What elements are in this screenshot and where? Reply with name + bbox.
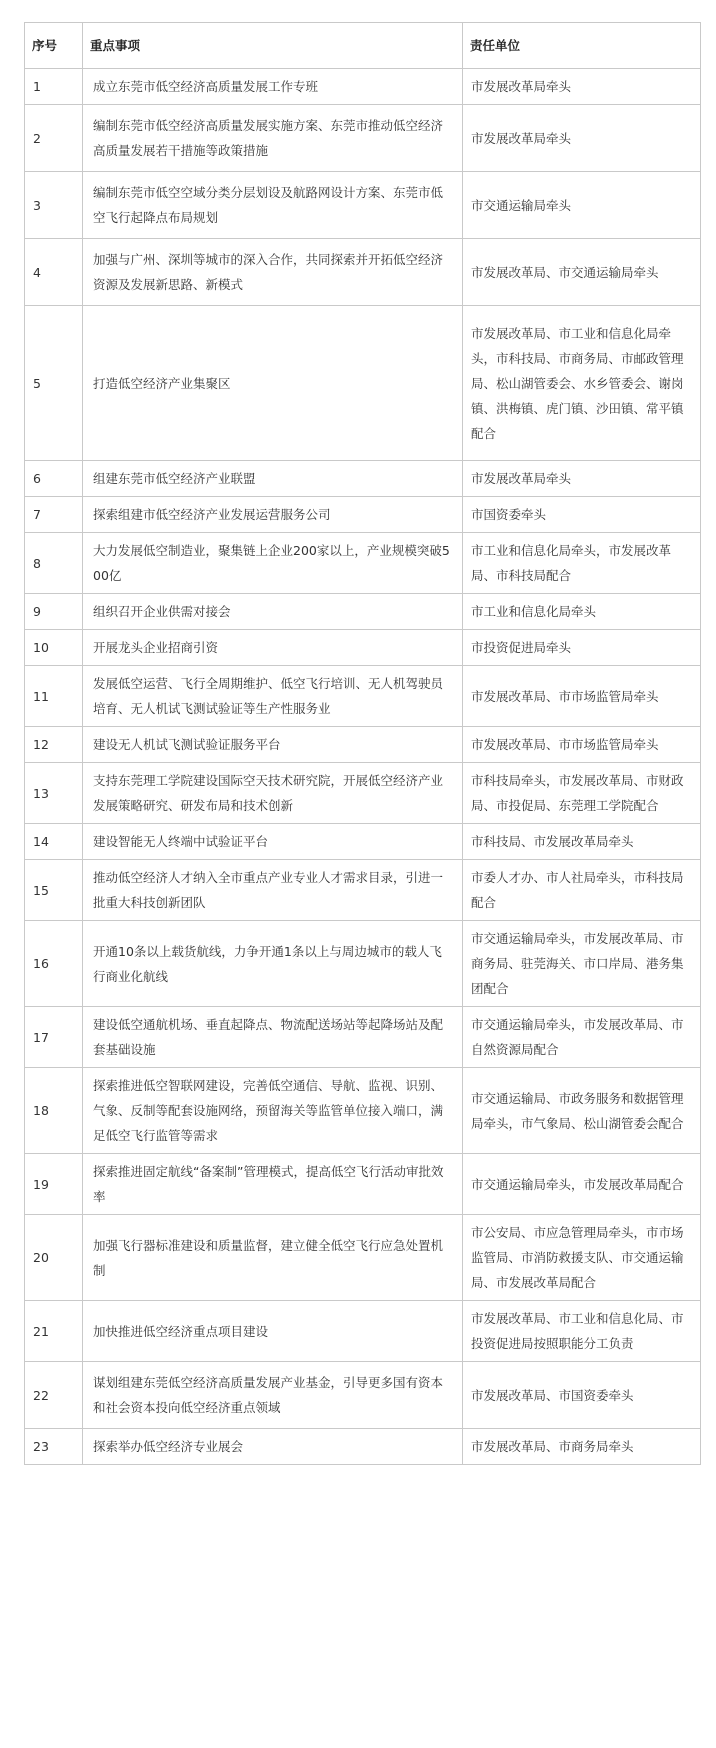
table-row: [25, 1362, 701, 1429]
row-unit: 市交通运输局、市政务服务和数据管理局牵头，市气象局、松山湖管委会配合: [463, 1068, 701, 1154]
table-row: [25, 497, 701, 533]
row-unit: 市科技局、市发展改革局牵头: [463, 824, 701, 860]
row-unit: 市工业和信息化局牵头，市发展改革局、市科技局配合: [463, 533, 701, 594]
row-number: 21: [25, 1301, 83, 1362]
row-number: 1: [25, 69, 83, 105]
table-row: [25, 824, 701, 860]
table-row: [25, 1154, 701, 1215]
row-number: 2: [25, 105, 83, 172]
row-unit: 市工业和信息化局牵头: [463, 594, 701, 630]
table-row: [25, 860, 701, 921]
task-table: [24, 22, 701, 1465]
header-item: 重点事项: [83, 23, 463, 69]
row-number: 19: [25, 1154, 83, 1215]
row-unit: 市发展改革局、市工业和信息化局、市投资促进局按照职能分工负责: [463, 1301, 701, 1362]
table-row: [25, 727, 701, 763]
row-item: 建设智能无人终端中试验证平台: [83, 824, 463, 860]
row-item: 开展龙头企业招商引资: [83, 630, 463, 666]
row-item: 探索推进低空智联网建设，完善低空通信、导航、监视、识别、气象、反制等配套设施网络，预留海关等监管单位接入端口，满足低空飞行监管等需求: [83, 1068, 463, 1154]
row-item: 支持东莞理工学院建设国际空天技术研究院，开展低空经济产业发展策略研究、研发布局和技术创新: [83, 763, 463, 824]
table-row: [25, 763, 701, 824]
row-unit: 市投资促进局牵头: [463, 630, 701, 666]
row-number: 11: [25, 666, 83, 727]
row-number: 18: [25, 1068, 83, 1154]
table-row: [25, 172, 701, 239]
header-unit: 责任单位: [463, 23, 701, 69]
row-item: 谋划组建东莞低空经济高质量发展产业基金，引导更多国有资本和社会资本投向低空经济重点领域: [83, 1362, 463, 1429]
row-item: 探索组建市低空经济产业发展运营服务公司: [83, 497, 463, 533]
row-number: 15: [25, 860, 83, 921]
table-row: [25, 461, 701, 497]
row-number: 7: [25, 497, 83, 533]
row-unit: 市发展改革局、市工业和信息化局牵头，市科技局、市商务局、市邮政管理局、松山湖管委会、水乡管委会、谢岗镇、洪梅镇、虎门镇、沙田镇、常平镇配合: [463, 306, 701, 461]
row-unit: 市国资委牵头: [463, 497, 701, 533]
row-unit: 市发展改革局、市市场监管局牵头: [463, 727, 701, 763]
table-row: [25, 1068, 701, 1154]
table-row: [25, 306, 701, 461]
table-row: [25, 630, 701, 666]
row-unit: 市发展改革局牵头: [463, 461, 701, 497]
row-unit: 市发展改革局、市国资委牵头: [463, 1362, 701, 1429]
table-row: [25, 533, 701, 594]
table-row: [25, 69, 701, 105]
row-item: 加快推进低空经济重点项目建设: [83, 1301, 463, 1362]
row-item: 发展低空运营、飞行全周期维护、低空飞行培训、无人机驾驶员培育、无人机试飞测试验证等生产性服务业: [83, 666, 463, 727]
row-item: 探索举办低空经济专业展会: [83, 1429, 463, 1465]
row-item: 组织召开企业供需对接会: [83, 594, 463, 630]
row-unit: 市交通运输局牵头，市发展改革局、市自然资源局配合: [463, 1007, 701, 1068]
row-number: 3: [25, 172, 83, 239]
row-unit: 市发展改革局牵头: [463, 105, 701, 172]
table-row: [25, 1215, 701, 1301]
table-row: [25, 1007, 701, 1068]
row-unit: 市发展改革局、市交通运输局牵头: [463, 239, 701, 306]
row-unit: 市公安局、市应急管理局牵头，市市场监管局、市消防救援支队、市交通运输局、市发展改革局配合: [463, 1215, 701, 1301]
row-item: 探索推进固定航线“备案制”管理模式，提高低空飞行活动审批效率: [83, 1154, 463, 1215]
row-number: 23: [25, 1429, 83, 1465]
row-number: 20: [25, 1215, 83, 1301]
row-number: 16: [25, 921, 83, 1007]
row-item: 成立东莞市低空经济高质量发展工作专班: [83, 69, 463, 105]
row-unit: 市交通运输局牵头，市发展改革局、市商务局、驻莞海关、市口岸局、港务集团配合: [463, 921, 701, 1007]
row-unit: 市委人才办、市人社局牵头，市科技局配合: [463, 860, 701, 921]
row-item: 建设无人机试飞测试验证服务平台: [83, 727, 463, 763]
table-row: [25, 921, 701, 1007]
row-item: 大力发展低空制造业，聚集链上企业200家以上，产业规模突破500亿: [83, 533, 463, 594]
table-row: [25, 1301, 701, 1362]
row-unit: 市交通运输局牵头: [463, 172, 701, 239]
table-row: [25, 239, 701, 306]
table-row: [25, 594, 701, 630]
table-row: [25, 666, 701, 727]
table-header-row: [25, 23, 701, 69]
table-row: [25, 105, 701, 172]
row-number: 8: [25, 533, 83, 594]
row-item: 加强与广州、深圳等城市的深入合作，共同探索并开拓低空经济资源及发展新思路、新模式: [83, 239, 463, 306]
row-unit: 市发展改革局、市商务局牵头: [463, 1429, 701, 1465]
row-unit: 市发展改革局、市市场监管局牵头: [463, 666, 701, 727]
row-unit: 市发展改革局牵头: [463, 69, 701, 105]
row-number: 17: [25, 1007, 83, 1068]
row-item: 打造低空经济产业集聚区: [83, 306, 463, 461]
row-item: 编制东莞市低空经济高质量发展实施方案、东莞市推动低空经济高质量发展若干措施等政策措施: [83, 105, 463, 172]
row-number: 10: [25, 630, 83, 666]
row-number: 13: [25, 763, 83, 824]
row-item: 组建东莞市低空经济产业联盟: [83, 461, 463, 497]
row-number: 4: [25, 239, 83, 306]
row-unit: 市科技局牵头，市发展改革局、市财政局、市投促局、东莞理工学院配合: [463, 763, 701, 824]
row-item: 推动低空经济人才纳入全市重点产业专业人才需求目录，引进一批重大科技创新团队: [83, 860, 463, 921]
row-number: 6: [25, 461, 83, 497]
row-item: 开通10条以上载货航线，力争开通1条以上与周边城市的载人飞行商业化航线: [83, 921, 463, 1007]
row-item: 建设低空通航机场、垂直起降点、物流配送场站等起降场站及配套基础设施: [83, 1007, 463, 1068]
row-number: 9: [25, 594, 83, 630]
row-item: 加强飞行器标准建设和质量监督，建立健全低空飞行应急处置机制: [83, 1215, 463, 1301]
table-row: [25, 1429, 701, 1465]
header-no: 序号: [25, 23, 83, 69]
row-number: 14: [25, 824, 83, 860]
row-number: 12: [25, 727, 83, 763]
row-item: 编制东莞市低空空域分类分层划设及航路网设计方案、东莞市低空飞行起降点布局规划: [83, 172, 463, 239]
row-unit: 市交通运输局牵头，市发展改革局配合: [463, 1154, 701, 1215]
row-number: 5: [25, 306, 83, 461]
row-number: 22: [25, 1362, 83, 1429]
